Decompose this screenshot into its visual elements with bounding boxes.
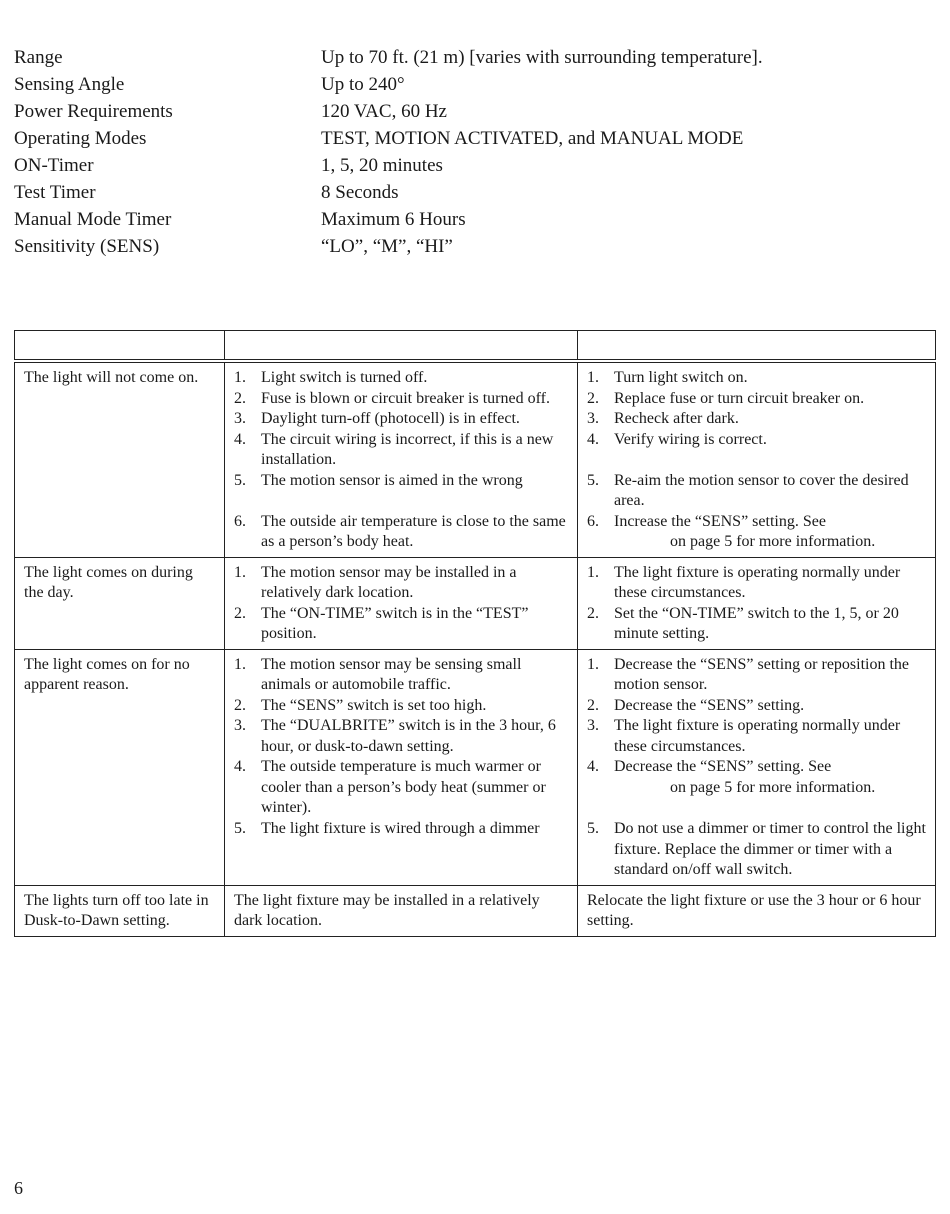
list-item: 5. The motion sensor is aimed in the wrong	[234, 471, 523, 489]
list-item: 5. Re-aim the motion sensor to cover the desired area.	[587, 471, 909, 509]
list-item: 6. The outside air temperature is close to the same as a person’s body heat.	[234, 512, 566, 550]
list-item: 2. Fuse is blown or circuit breaker is turned off.	[234, 389, 550, 407]
action-cell	[578, 361, 936, 557]
spec-value: 120 VAC, 60 Hz	[321, 101, 447, 122]
spec-value: 1, 5, 20 minutes	[321, 155, 443, 176]
header-action	[578, 331, 936, 362]
action-cell	[578, 649, 936, 885]
spec-row	[14, 98, 914, 125]
spec-row	[14, 179, 914, 206]
cause-list	[234, 563, 569, 645]
list-item: 1. Decrease the “SENS” setting or reposition the motion sensor.	[587, 655, 910, 693]
spec-label: Sensitivity (SENS)	[14, 236, 160, 257]
table-row	[15, 557, 936, 649]
list-item: 2. Replace fuse or turn circuit breaker on.	[587, 389, 865, 407]
spec-value: 8 Seconds	[321, 182, 399, 203]
spec-value: “LO”, “M”, “HI”	[321, 236, 453, 257]
list-item: 3. Daylight turn-off (photocell) is in effect.	[234, 410, 520, 427]
action-cell: Relocate the light fixture or use the 3 hour or 6 hour setting.	[578, 885, 936, 936]
problem-cell: The lights turn off too late in Dusk-to-Dawn setting.	[15, 885, 225, 936]
list-item: 4. The circuit wiring is incorrect, if this is a new installation.	[234, 430, 554, 468]
problem-cell: The light will not come on.	[15, 361, 225, 557]
spec-value: Maximum 6 Hours	[321, 209, 466, 230]
list-item: 2. Decrease the “SENS” setting.	[587, 696, 805, 714]
spec-label: Power Requirements	[14, 101, 173, 122]
spec-label: Test Timer	[14, 182, 96, 203]
spec-row	[14, 206, 914, 233]
list-item: 5. Do not use a dimmer or timer to control the light fixture. Replace the dimmer or timer with a standard on/off wall switch.	[587, 820, 926, 878]
spec-row	[14, 152, 914, 179]
spec-value: TEST, MOTION ACTIVATED, and MANUAL MODE	[321, 128, 744, 149]
spec-row	[14, 233, 914, 260]
list-item: 2. Set the “ON-TIME” switch to the 1, 5, or 20 minute setting.	[587, 604, 899, 642]
list-item: 1. Light switch is turned off.	[234, 369, 428, 386]
list-item: 1. The motion sensor may be installed in a relatively dark location.	[234, 563, 517, 601]
cause-cell	[225, 557, 578, 649]
list-item: 4. The outside temperature is much warmer or cooler than a person’s body heat (summer or winter).	[234, 758, 546, 816]
cause-cell	[225, 649, 578, 885]
list-item: 3. The light fixture is operating normally under these circumstances.	[587, 717, 901, 755]
spec-label: Manual Mode Timer	[14, 209, 172, 230]
action-list	[587, 655, 927, 881]
list-item: 4. Decrease the “SENS” setting. See on page 5 for more information.	[587, 758, 876, 796]
spec-value: Up to 70 ft. (21 m) [varies with surrounding temperature].	[321, 47, 763, 68]
page-number: 6	[14, 1178, 23, 1198]
spec-label: Operating Modes	[14, 128, 147, 149]
cause-cell: The light fixture may be installed in a relatively dark location.	[225, 885, 578, 936]
action-cell	[578, 557, 936, 649]
list-item: 4. Verify wiring is correct.	[587, 430, 767, 448]
troubleshooting-table	[14, 330, 936, 937]
list-item: 1. The light fixture is operating normally under these circumstances.	[587, 563, 901, 601]
table-row	[15, 885, 936, 936]
spec-row	[14, 125, 914, 152]
spec-label: Sensing Angle	[14, 74, 125, 95]
list-item: 6. Increase the “SENS” setting. See on page 5 for more information.	[587, 512, 876, 550]
header-cause	[225, 331, 578, 362]
list-item: 1. The motion sensor may be sensing small animals or automobile traffic.	[234, 655, 522, 693]
cause-cell	[225, 361, 578, 557]
spec-row	[14, 44, 914, 71]
table-row	[15, 649, 936, 885]
cause-list	[234, 655, 569, 840]
table-row	[15, 361, 936, 557]
list-item: 3. The “DUALBRITE” switch is in the 3 hour, 6 hour, or dusk-to-dawn setting.	[234, 717, 556, 755]
problem-cell: The light comes on during the day.	[15, 557, 225, 649]
spec-label: Range	[14, 47, 63, 68]
table-header-row	[15, 331, 936, 362]
list-item: 2. The “ON-TIME” switch is in the “TEST” position.	[234, 604, 529, 642]
spec-label: ON-Timer	[14, 155, 94, 176]
specifications-list	[14, 44, 914, 260]
problem-cell: The light comes on for no apparent reason.	[15, 649, 225, 885]
action-list	[587, 563, 927, 645]
list-item: 2. The “SENS” switch is set too high.	[234, 696, 487, 714]
list-item: 1. Turn light switch on.	[587, 369, 748, 386]
action-list	[587, 368, 927, 553]
header-problem	[15, 331, 225, 362]
spec-value: Up to 240°	[321, 74, 405, 95]
list-item: 3. Recheck after dark.	[587, 410, 739, 427]
list-item: 5. The light fixture is wired through a dimmer	[234, 819, 540, 837]
spec-row	[14, 71, 914, 98]
cause-list	[234, 368, 569, 553]
